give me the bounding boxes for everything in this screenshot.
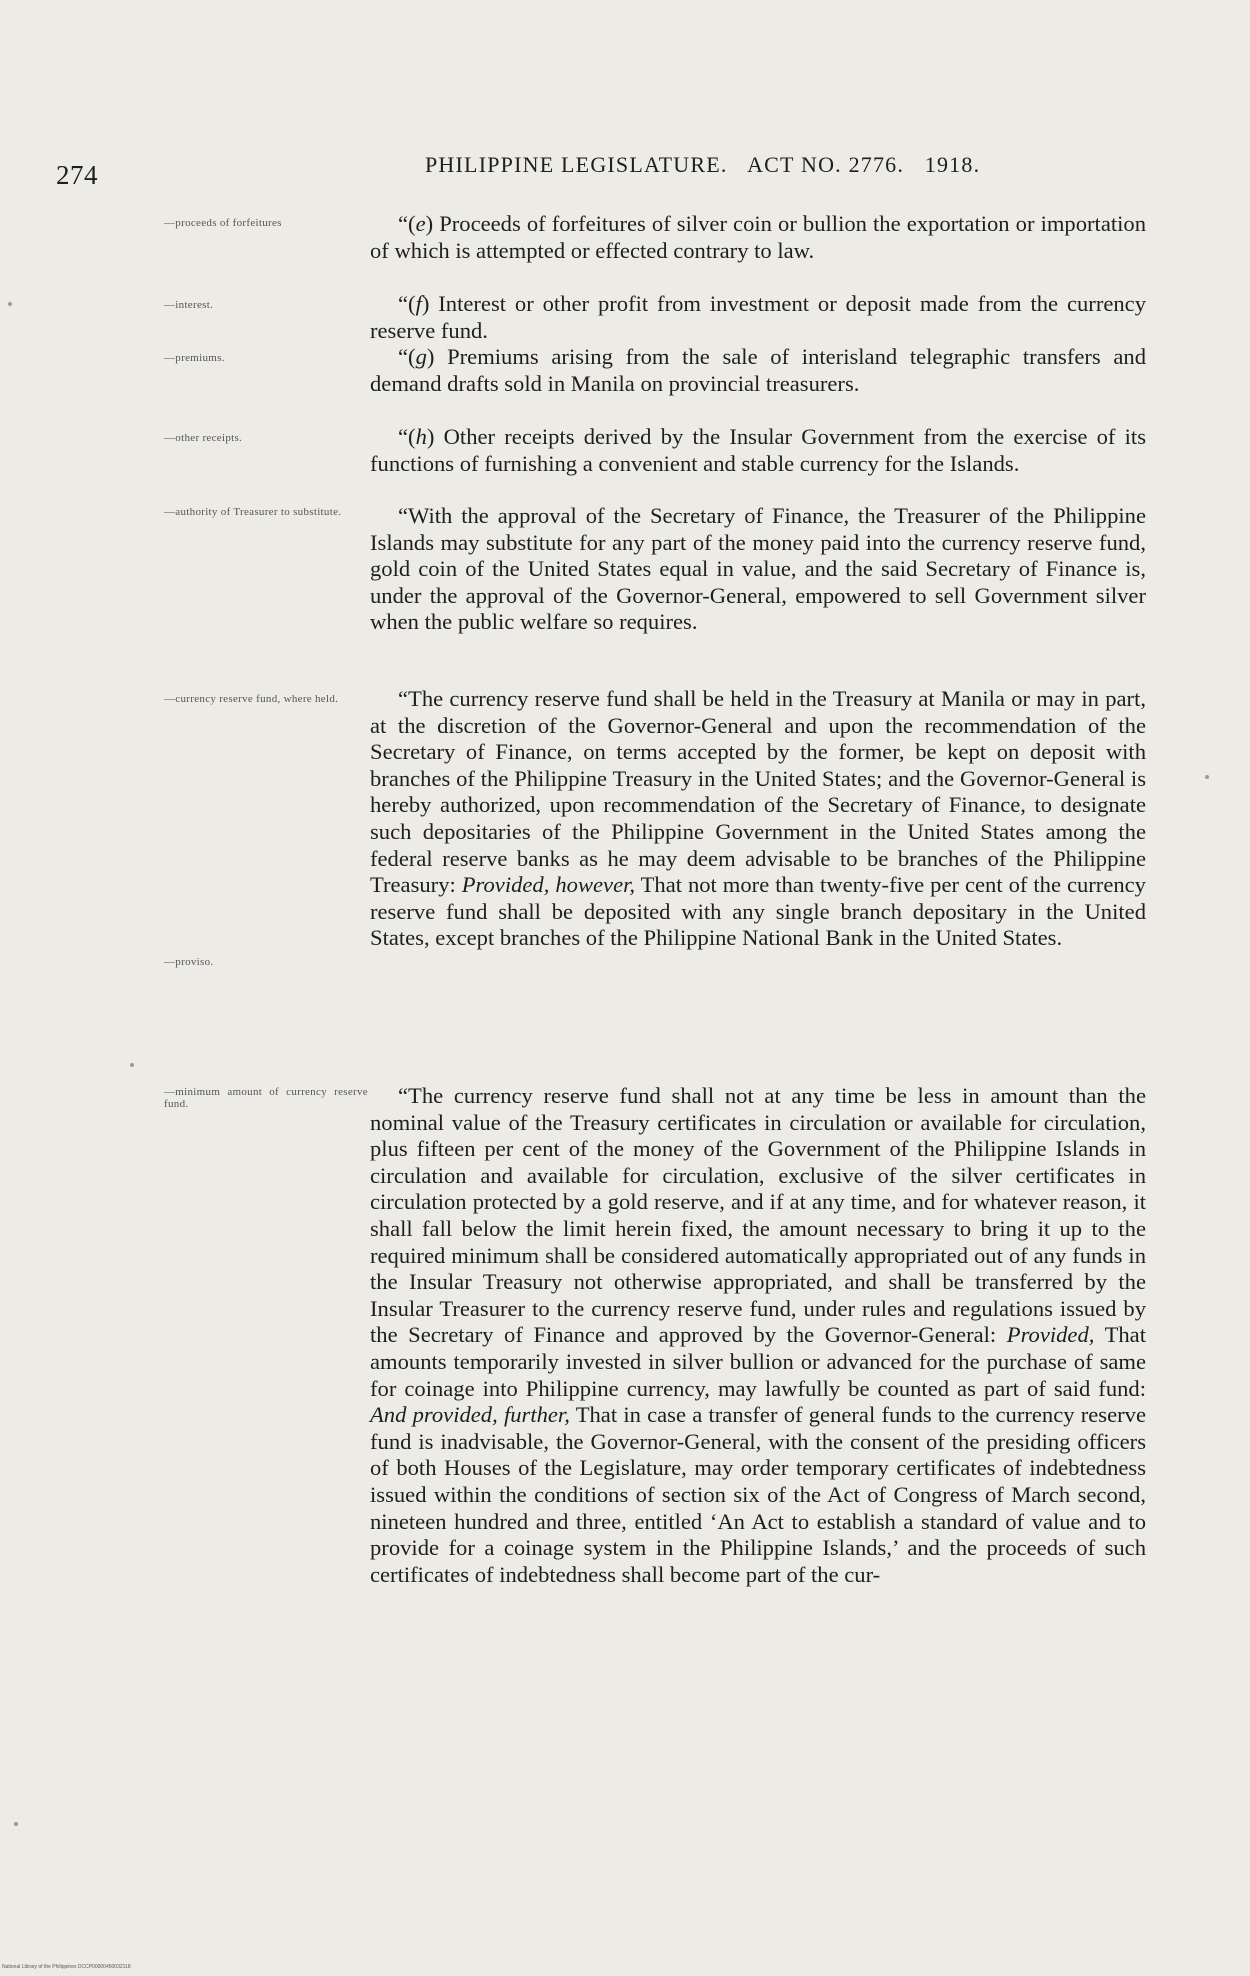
legislature-title: PHILIPPINE LEGISLATURE. [425,152,728,177]
paragraph-e: “(e) Proceeds of forfeitures of silver coin or bullion the exportation or importation of which is attempted or effected contrary to law. [370,211,1146,263]
margin-note-interest: —interest. [164,299,214,311]
scan-speck [8,302,12,306]
scan-speck [130,1063,134,1067]
paragraph-where-held: “The currency reserve fund shall be held in the Treasury at Manila or may in part, at the discretion of the Governor-General and upon the recommendation of the Secretary of Finance, on terms accepted by the former, be kept on deposit with branches of the Philippine Treasury in the United States; and the Governor-General is hereby authorized, upon recommendation of the Secretary of Finance, to designate such depositaries of the Philippine Government in the United States among the federal reserve banks as he may deem advisable to be branches of the Philippine Treasury: Provided, however, That not more than twenty-five per cent of the currency reserve fund shall be deposited with any single branch depositary in the United States, except branches of the Philippine National Bank in the United States. [370,686,1146,951]
margin-note-where-held: —currency reserve fund, where held. [164,693,339,705]
running-head [425,152,994,178]
paragraph-f: “(f) Interest or other profit from investment or deposit made from the currency reserve fund. [370,291,1146,343]
paragraph-minimum-amount: “The currency reserve fund shall not at any time be less in amount than the nominal value of the Treasury certificates in circulation or available for circulation, plus fifteen per cent of the money of the Government of the Philippine Islands in circulation and available for circulation, exclusive of the silver certificates in circulation protected by a gold reserve, and if at any time, and for whatever reason, it shall fall below the limit herein fixed, the amount necessary to bring it up to the required minimum shall be considered automatically appropriated out of any funds in the Insular Treasury not otherwise appropriated, and shall be transferred by the Insular Treasurer to the currency reserve fund, under rules and regulations issued by the Secretary of Finance and approved by the Governor-General: Provided, That amounts temporarily invested in silver bullion or advanced for the purchase of same for coinage into Philippine currency, may lawfully be counted as part of said fund: And provided, further, That in case a transfer of general funds to the currency reserve fund is inadvisable, the Governor-General, with the consent of the presiding officers of both Houses of the Legislature, may order temporary certificates of indebtedness issued within the conditions of section six of the Act of Congress of March second, nineteen hundred and three, entitled ‘An Act to establish a standard of value and to provide for a coinage system in the Philippine Islands,’ and the proceeds of such certificates of indebtedness shall become part of the cur- [370,1083,1146,1587]
paragraph-substitution: “With the approval of the Secretary of Finance, the Treasurer of the Philippine Islands may substitute for any part of the money paid into the currency reserve fund, gold coin of the United States equal in value, and the said Secretary of Finance is, under the approval of the Governor-General, empowered to sell Government silver when the public welfare so requires. [370,503,1146,635]
act-number: ACT NO. 2776. [747,152,905,177]
margin-note-premiums: —premiums. [164,352,225,364]
paragraph-h: “(h) Other receipts derived by the Insular Government from the exercise of its functions of furnishing a convenient and stable currency for the Islands. [370,424,1146,476]
margin-note-authority: —authority of Treasurer to substitute. [164,506,342,518]
paragraph-g: “(g) Premiums arising from the sale of interisland telegraphic transfers and demand drafts sold in Manila on provincial treasurers. [370,344,1146,396]
page-number: 274 [56,160,98,190]
margin-note-minimum-amount: —minimum amount of currency reserve fund. [164,1086,368,1110]
archive-footer: National Library of the Philippines DCCP00000450032118 [2,1964,131,1970]
margin-note-other-receipts: —other receipts. [164,432,243,444]
margin-note-proceeds: —proceeds of forfeitures [164,217,282,229]
margin-note-proviso: —proviso. [164,956,214,968]
scan-speck [14,1822,18,1826]
act-year: 1918. [924,152,981,177]
scan-speck [1205,775,1209,779]
